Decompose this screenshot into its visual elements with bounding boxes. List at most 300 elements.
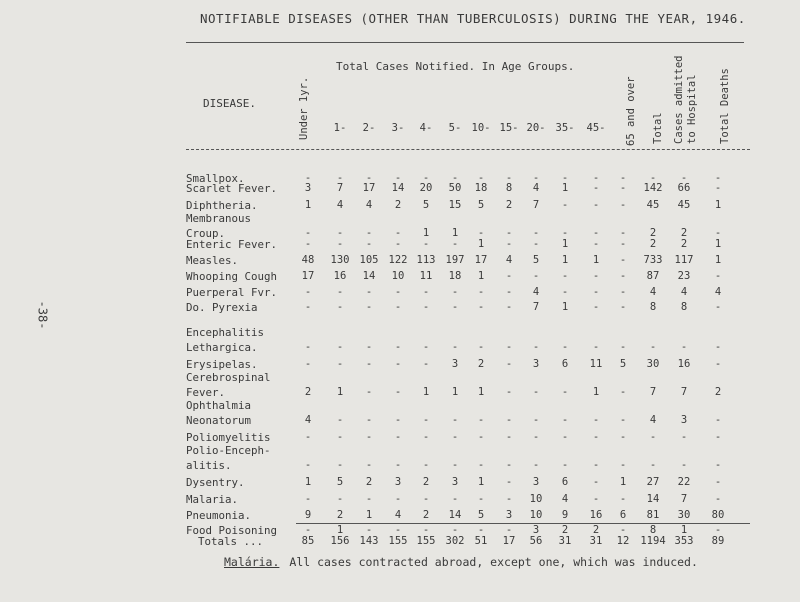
table-cell: 1 (422, 386, 430, 398)
table-cell: - (532, 459, 540, 471)
table-cell: 1 (451, 386, 459, 398)
table-cell: 14 (362, 270, 376, 282)
table-cell: - (592, 459, 600, 471)
table-cell: 5 (532, 254, 540, 266)
totals-cell: 31 (589, 535, 603, 547)
disease-name: Diphtheria. (186, 199, 258, 212)
table-cell: 80 (711, 509, 725, 521)
table-cell: - (451, 414, 459, 426)
table-cell: - (477, 301, 485, 313)
table-cell: 1 (336, 524, 344, 536)
table-cell: 733 (643, 254, 663, 266)
table-cell: 14 (448, 509, 462, 521)
disease-name: Whooping Cough (186, 270, 278, 283)
table-cell: 50 (448, 182, 462, 194)
table-cell: 4 (680, 286, 688, 298)
table-cell: - (477, 414, 485, 426)
totals-cell: 155 (388, 535, 408, 547)
table-cell: - (477, 172, 485, 184)
table-cell: - (304, 341, 312, 353)
table-cell: - (505, 386, 513, 398)
table-cell: - (394, 238, 402, 250)
table-cell: - (714, 459, 722, 471)
disease-name: Malaria. (186, 493, 239, 506)
table-cell: - (649, 341, 657, 353)
table-cell: - (477, 459, 485, 471)
table-cell: 4 (336, 199, 344, 211)
table-cell: 7 (680, 493, 688, 505)
table-cell: 1 (561, 254, 569, 266)
table-cell: - (532, 172, 540, 184)
table-cell: 30 (646, 358, 660, 370)
table-cell: 5 (336, 476, 344, 488)
table-cell: 1 (477, 270, 485, 282)
table-cell: 3 (451, 358, 459, 370)
footnote-text: All cases contracted abroad, except one, which was induced. (289, 555, 698, 569)
table-cell: 1 (592, 254, 600, 266)
table-cell: 14 (646, 493, 660, 505)
table-cell: 3 (532, 358, 540, 370)
table-cell: 16 (333, 270, 347, 282)
table-cell: 1 (477, 476, 485, 488)
table-cell: - (422, 301, 430, 313)
table-cell: 1 (422, 227, 430, 239)
table-cell: - (592, 301, 600, 313)
table-cell: - (304, 358, 312, 370)
table-cell: 45 (677, 199, 691, 211)
table-cell: - (619, 493, 627, 505)
table-cell: 8 (649, 524, 657, 536)
document-title: NOTIFIABLE DISEASES (OTHER THAN TUBERCULOSIS) DURING THE YEAR, 1946. (200, 11, 746, 26)
table-cell: - (394, 341, 402, 353)
table-cell: - (619, 238, 627, 250)
disease-name: Encephalitis (186, 326, 265, 339)
table-cell: 7 (649, 386, 657, 398)
totals-label: Totals ... (198, 535, 264, 548)
disease-name: Neonatorum (186, 414, 252, 427)
table-cell: - (714, 524, 722, 536)
table-cell: - (505, 341, 513, 353)
table-cell: 1 (365, 509, 373, 521)
table-cell: 3 (680, 414, 688, 426)
table-cell: 3 (304, 182, 312, 194)
table-cell: - (365, 341, 373, 353)
table-cell: - (365, 493, 373, 505)
table-cell: - (714, 172, 722, 184)
table-cell: - (304, 286, 312, 298)
disease-name: Food Poisoning (186, 524, 278, 537)
table-cell: 117 (674, 254, 694, 266)
table-cell: - (477, 524, 485, 536)
disease-name: Smallpox. (186, 172, 245, 185)
header-age-group: 5- (448, 122, 462, 134)
totals-cell: 353 (674, 535, 694, 547)
table-cell: - (592, 270, 600, 282)
table-cell: 2 (680, 227, 688, 239)
disease-name: Poliomyelitis (186, 431, 271, 444)
header-age-group: 35- (555, 122, 575, 134)
table-cell: 18 (448, 270, 462, 282)
table-cell: - (619, 182, 627, 194)
table-cell: - (714, 493, 722, 505)
table-cell: - (532, 238, 540, 250)
table-cell: - (451, 172, 459, 184)
table-cell: - (422, 358, 430, 370)
table-cell: - (532, 414, 540, 426)
footnote-label: Malária. (224, 555, 280, 569)
table-cell: 15 (448, 199, 462, 211)
header-age-group: 45- (586, 122, 606, 134)
table-cell: 105 (359, 254, 379, 266)
table-cell: 1 (336, 386, 344, 398)
disease-name: Ophthalmia (186, 399, 252, 412)
table-cell: - (619, 254, 627, 266)
table-cell: 1 (714, 238, 722, 250)
table-cell: 1 (451, 227, 459, 239)
table-cell: - (394, 524, 402, 536)
disease-name: Scarlet Fever. (186, 182, 278, 195)
table-cell: 7 (532, 199, 540, 211)
totals-cell: 51 (474, 535, 488, 547)
table-cell: - (561, 386, 569, 398)
table-cell: - (714, 301, 722, 313)
table-cell: - (336, 227, 344, 239)
table-cell: - (505, 227, 513, 239)
table-cell: 16 (677, 358, 691, 370)
header-age-group: 10- (471, 122, 491, 134)
table-cell: - (561, 341, 569, 353)
table-cell: - (336, 341, 344, 353)
table-cell: 5 (422, 199, 430, 211)
table-cell: - (505, 270, 513, 282)
table-cell: 16 (589, 509, 603, 521)
table-cell: 4 (532, 182, 540, 194)
header-age-group: 1- (333, 122, 347, 134)
table-cell: - (365, 414, 373, 426)
table-cell: - (619, 386, 627, 398)
table-cell: 7 (680, 386, 688, 398)
table-cell: - (451, 301, 459, 313)
table-cell: 7 (336, 182, 344, 194)
table-cell: 45 (646, 199, 660, 211)
table-cell: - (561, 199, 569, 211)
table-cell: - (592, 476, 600, 488)
table-cell: 23 (677, 270, 691, 282)
table-cell: - (304, 524, 312, 536)
table-cell: - (561, 227, 569, 239)
table-cell: 3 (451, 476, 459, 488)
table-cell: 1 (304, 199, 312, 211)
table-cell: 2 (592, 524, 600, 536)
table-cell: 5 (619, 358, 627, 370)
table-cell: - (505, 358, 513, 370)
table-cell: - (394, 227, 402, 239)
table-cell: 9 (304, 509, 312, 521)
table-cell: - (505, 301, 513, 313)
table-cell: - (304, 227, 312, 239)
table-cell: 1 (714, 199, 722, 211)
table-cell: - (532, 341, 540, 353)
table-cell: - (505, 286, 513, 298)
disease-name: alitis. (186, 459, 232, 472)
disease-name: Lethargica. (186, 341, 258, 354)
table-cell: 6 (561, 358, 569, 370)
table-cell: 20 (419, 182, 433, 194)
table-cell: 14 (391, 182, 405, 194)
table-cell: - (505, 493, 513, 505)
table-cell: - (451, 524, 459, 536)
table-cell: 4 (561, 493, 569, 505)
table-cell: - (505, 172, 513, 184)
disease-name: Erysipelas. (186, 358, 258, 371)
table-cell: - (505, 459, 513, 471)
table-cell: - (714, 431, 722, 443)
table-cell: - (619, 414, 627, 426)
table-cell: - (477, 341, 485, 353)
table-cell: 1 (477, 238, 485, 250)
table-cell: 8 (505, 182, 513, 194)
table-cell: - (619, 172, 627, 184)
table-cell: 2 (505, 199, 513, 211)
table-cell: 17 (362, 182, 376, 194)
table-cell: - (592, 172, 600, 184)
table-cell: 2 (714, 386, 722, 398)
table-cell: 17 (474, 254, 488, 266)
table-cell: - (394, 431, 402, 443)
page-number: -38- (35, 300, 50, 330)
table-cell: 22 (677, 476, 691, 488)
table-cell: - (477, 493, 485, 505)
table-cell: 2 (649, 227, 657, 239)
table-cell: - (680, 459, 688, 471)
table-cell: 1 (619, 476, 627, 488)
table-cell: - (365, 431, 373, 443)
header-65-and-over: 65 and over (625, 76, 637, 146)
table-cell: - (336, 358, 344, 370)
table-cell: - (714, 476, 722, 488)
table-cell: - (714, 270, 722, 282)
table-cell: - (365, 227, 373, 239)
table-cell: 1 (561, 182, 569, 194)
table-cell: - (394, 493, 402, 505)
table-cell: - (619, 341, 627, 353)
header-age-group: 3- (391, 122, 405, 134)
table-cell: - (561, 286, 569, 298)
table-cell: - (477, 227, 485, 239)
table-cell: - (451, 238, 459, 250)
table-cell: 4 (505, 254, 513, 266)
table-cell: - (365, 172, 373, 184)
table-cell: - (592, 238, 600, 250)
disease-name: Pneumonia. (186, 509, 252, 522)
table-cell: 27 (646, 476, 660, 488)
table-cell: 130 (330, 254, 350, 266)
table-cell: 5 (477, 509, 485, 521)
table-cell: 1 (680, 524, 688, 536)
table-cell: 122 (388, 254, 408, 266)
totals-rule (296, 523, 750, 524)
table-cell: - (477, 431, 485, 443)
table-cell: - (505, 238, 513, 250)
header-age-groups-title: Total Cases Notified. In Age Groups. (336, 60, 575, 73)
disease-name: Membranous (186, 212, 252, 225)
table-cell: - (422, 414, 430, 426)
totals-cell: 155 (416, 535, 436, 547)
table-cell: 3 (394, 476, 402, 488)
table-cell: 30 (677, 509, 691, 521)
table-cell: - (592, 414, 600, 426)
table-cell: - (649, 172, 657, 184)
table-cell: 9 (561, 509, 569, 521)
table-cell: 66 (677, 182, 691, 194)
table-cell: 1 (714, 254, 722, 266)
disease-name: Polio-Enceph- (186, 444, 271, 457)
table-cell: - (714, 227, 722, 239)
table-cell: 2 (422, 476, 430, 488)
table-cell: - (336, 172, 344, 184)
table-cell: - (714, 358, 722, 370)
table-cell: - (680, 172, 688, 184)
table-cell: - (304, 431, 312, 443)
table-cell: - (532, 431, 540, 443)
table-cell: 2 (422, 509, 430, 521)
header-age-group: 15- (499, 122, 519, 134)
table-cell: 81 (646, 509, 660, 521)
table-cell: 10 (391, 270, 405, 282)
table-cell: 6 (561, 476, 569, 488)
table-cell: - (422, 431, 430, 443)
table-cell: - (422, 341, 430, 353)
table-cell: - (304, 301, 312, 313)
table-cell: 1 (304, 476, 312, 488)
table-cell: - (532, 270, 540, 282)
table-cell: - (619, 199, 627, 211)
table-cell: - (304, 493, 312, 505)
table-cell: 4 (714, 286, 722, 298)
table-cell: 11 (589, 358, 603, 370)
table-cell: - (451, 286, 459, 298)
table-cell: 8 (649, 301, 657, 313)
table-cell: - (592, 286, 600, 298)
table-cell: 4 (365, 199, 373, 211)
table-cell: - (561, 270, 569, 282)
table-cell: - (649, 431, 657, 443)
table-cell: - (505, 414, 513, 426)
table-cell: - (394, 301, 402, 313)
table-cell: - (336, 493, 344, 505)
table-cell: - (336, 301, 344, 313)
footnote (224, 555, 698, 569)
header-age-group: 2- (362, 122, 376, 134)
table-cell: 2 (477, 358, 485, 370)
table-cell: 1 (477, 386, 485, 398)
table-cell: - (304, 172, 312, 184)
table-cell: - (365, 286, 373, 298)
table-cell: - (365, 358, 373, 370)
table-cell: 3 (532, 476, 540, 488)
disease-name: Fever. (186, 386, 226, 399)
table-cell: - (505, 431, 513, 443)
table-cell: 6 (619, 509, 627, 521)
table-cell: - (365, 459, 373, 471)
table-cell: - (619, 431, 627, 443)
table-cell: - (304, 459, 312, 471)
table-cell: - (505, 476, 513, 488)
table-cell: 142 (643, 182, 663, 194)
table-cell: 2 (561, 524, 569, 536)
table-cell: - (451, 431, 459, 443)
table-cell: - (561, 459, 569, 471)
disease-name: Measles. (186, 254, 239, 267)
table-cell: - (422, 238, 430, 250)
table-cell: - (394, 172, 402, 184)
table-cell: - (304, 238, 312, 250)
table-cell: - (619, 227, 627, 239)
table-cell: - (422, 172, 430, 184)
table-cell: - (394, 414, 402, 426)
table-cell: - (714, 414, 722, 426)
table-cell: - (649, 459, 657, 471)
table-cell: 2 (365, 476, 373, 488)
table-cell: - (365, 301, 373, 313)
disease-name: Croup. (186, 227, 226, 240)
table-cell: - (336, 459, 344, 471)
header-under-1yr: Under 1yr. (298, 76, 310, 140)
table-cell: 48 (301, 254, 315, 266)
disease-name: Cerebrospinal (186, 371, 271, 384)
disease-name: Puerperal Fvr. (186, 286, 278, 299)
table-cell: - (592, 341, 600, 353)
table-cell: 11 (419, 270, 433, 282)
table-cell: 1 (561, 301, 569, 313)
table-cell: 2 (649, 238, 657, 250)
table-cell: - (561, 414, 569, 426)
totals-cell: 12 (616, 535, 630, 547)
table-cell: 4 (649, 414, 657, 426)
table-cell: - (365, 386, 373, 398)
table-cell: 5 (477, 199, 485, 211)
totals-cell: 85 (301, 535, 315, 547)
disease-name: Dysentry. (186, 476, 245, 489)
table-cell: - (619, 301, 627, 313)
totals-cell: 143 (359, 535, 379, 547)
header-top-rule (186, 42, 744, 43)
table-cell: 10 (529, 493, 543, 505)
table-cell: 197 (445, 254, 465, 266)
table-cell: - (422, 459, 430, 471)
header-admitted-line1: Cases admitted (673, 55, 685, 144)
table-cell: 2 (336, 509, 344, 521)
table-cell: - (619, 270, 627, 282)
totals-cell: 89 (711, 535, 725, 547)
table-cell: - (394, 286, 402, 298)
header-admitted-line2: to Hospital (686, 74, 698, 144)
table-cell: 10 (529, 509, 543, 521)
table-cell: - (422, 524, 430, 536)
header-total: Total (652, 112, 664, 144)
table-cell: 4 (649, 286, 657, 298)
table-cell: - (336, 286, 344, 298)
table-cell: 4 (532, 286, 540, 298)
table-cell: - (592, 431, 600, 443)
header-bottom-rule (186, 149, 750, 150)
table-cell: - (592, 199, 600, 211)
table-cell: - (422, 493, 430, 505)
table-cell: - (592, 182, 600, 194)
table-cell: 87 (646, 270, 660, 282)
table-cell: - (680, 341, 688, 353)
table-cell: 1 (561, 238, 569, 250)
